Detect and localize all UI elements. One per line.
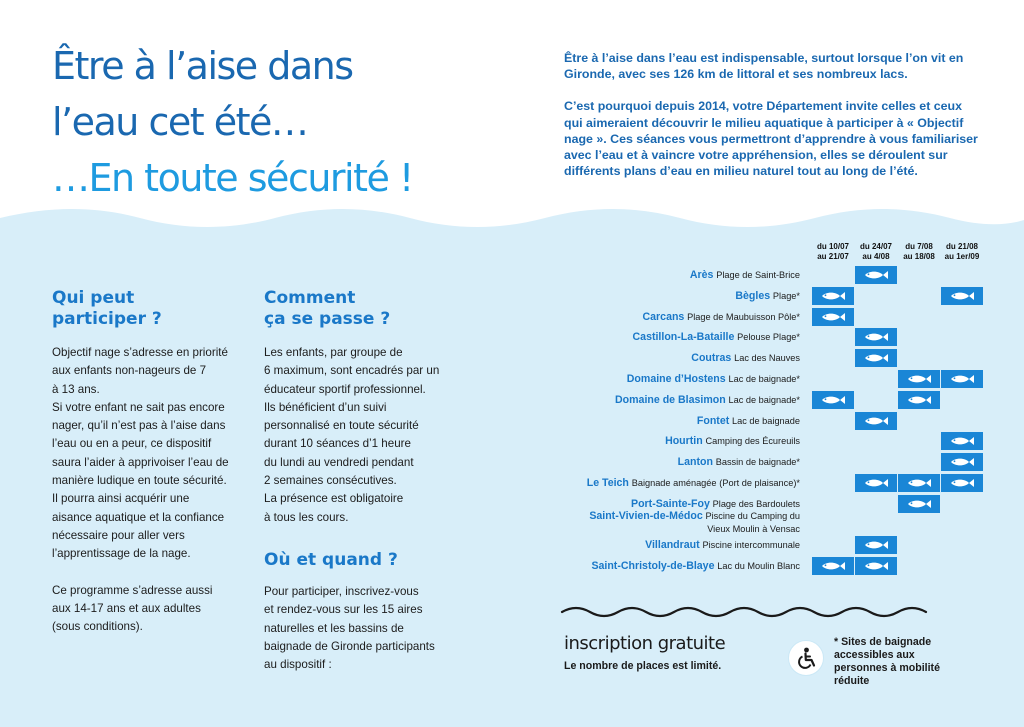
period-header <box>855 242 897 262</box>
fish-icon <box>855 474 897 492</box>
location-name: Port-Sainte-Foy <box>631 497 710 510</box>
site-name: Lac de baignade <box>728 374 797 384</box>
fish-icon <box>812 391 854 409</box>
schedule-row-label <box>697 414 800 429</box>
fish-icon <box>855 328 897 346</box>
schedule-row-label <box>587 476 800 491</box>
site-name: Lac de baignade <box>728 394 797 405</box>
accessibility-footnote: * Sites de baignade accessibles aux personnes à mobilité réduite <box>834 636 940 687</box>
fish-icon <box>812 308 854 326</box>
period-start: du 7/08 <box>905 242 933 251</box>
site-name: Lac de baignade <box>732 415 800 426</box>
site-name: Lac des Nauves <box>734 353 800 364</box>
location-name: Castillon-La-Bataille <box>632 331 735 344</box>
schedule-row-label <box>627 372 800 387</box>
fish-icon <box>898 391 940 409</box>
who-body: Objectif nage s’adresse en priorité aux enfants non-nageurs de 7 à 13 ans. Si votre enfant ne sait pas encore nager, qu’il n’est pas à l’aise dans l’eau ou en a peur, ce dispositif saura l’aider à apprivoiser l’eau de manière ludique en toute sécurité. Il pourra ainsi acquérir une aisance aquatique et la confiance nécessaire pour aller vers l’apprentissage de la nage. <box>52 346 229 561</box>
schedule-row-label <box>591 559 800 574</box>
schedule-row <box>560 287 990 305</box>
period-end: au 1er/09 <box>944 252 980 261</box>
period-start: du 10/07 <box>816 242 849 251</box>
accessibility-marker: * <box>796 374 800 384</box>
schedule-row <box>560 328 990 346</box>
location-name: Lanton <box>677 456 713 469</box>
period-start: du 24/07 <box>859 242 892 251</box>
site-name: Plage des Bardoulets <box>712 498 800 509</box>
intro-paragraph-2: C’est pourquoi depuis 2014, votre Département invite celles et ceux qui aimeraient découvrir le milieu aquatique à participer à « Objectif nage ». Ces séances vous permettront d’apprendre à vous familiariser avec l’eau et à vaincre votre appréhension, elles se déroulent sur différents plans d’eau en milieu naturel tout au long de l’été. <box>564 99 978 179</box>
accessibility-marker: * <box>796 394 800 405</box>
accessibility-marker: * <box>796 332 800 343</box>
site-name: Camping des Écureuils <box>705 436 800 447</box>
where-section <box>264 550 464 674</box>
site-name: Plage <box>772 290 797 301</box>
fish-icon <box>941 287 983 305</box>
accessibility-marker: * <box>796 311 800 322</box>
location-name: Domaine d’Hostens <box>626 373 726 385</box>
schedule-row-label <box>691 351 800 366</box>
site-name: Plage de Saint-Brice <box>716 270 800 280</box>
schedule-row <box>560 412 990 430</box>
schedule-row <box>560 453 990 471</box>
period-start: du 21/08 <box>945 242 978 251</box>
fish-icon <box>941 474 983 492</box>
accessibility-marker: * <box>796 290 800 301</box>
fish-icon <box>855 557 897 575</box>
period-header <box>898 242 940 262</box>
fish-icon <box>855 266 897 284</box>
schedule-row-label <box>615 393 800 408</box>
schedule-row <box>560 557 990 575</box>
location-name: Coutras <box>691 352 732 365</box>
how-section <box>264 288 464 527</box>
location-name: Domaine de Blasimon <box>615 393 726 406</box>
fish-icon <box>941 453 983 471</box>
fish-icon <box>898 495 940 513</box>
location-name: Fontet <box>696 414 730 427</box>
fish-icon <box>941 370 983 388</box>
schedule-row <box>560 474 990 492</box>
page-title <box>52 38 413 206</box>
schedule-row-label <box>678 455 800 470</box>
site-name: Bassin de baignade <box>715 457 797 468</box>
period-header <box>941 242 983 262</box>
where-heading: Où et quand ? <box>264 550 398 570</box>
schedule-row <box>560 308 990 326</box>
intro-paragraph-1: Être à l’aise dans l’eau est indispensable, surtout lorsque l’on vit en Gironde, avec ses 126 km de littoral et ses nombreux lacs. <box>564 51 964 82</box>
site-detail: (Port de plaisance) <box>719 478 797 488</box>
schedule-row <box>560 391 990 409</box>
fish-icon <box>812 287 854 305</box>
schedule-row <box>560 266 990 284</box>
how-body: Les enfants, par groupe de 6 maximum, sont encadrés par un éducateur sportif professionnel. Ils bénéficient d’un suivi personnalisé en toute sécurité durant 10 séances d’1 heure du lundi au vendredi pendant 2 semaines consécutives. La présence est obligatoire à tous les cours. <box>264 346 440 524</box>
schedule-row-label <box>665 434 800 449</box>
fish-icon <box>855 536 897 554</box>
location-name: Le Teich <box>586 477 629 489</box>
site-name: Piscine du Camping du Vieux Moulin à Vensac <box>705 510 800 534</box>
accessibility-marker: * <box>796 478 800 488</box>
schedule-row <box>560 349 990 367</box>
fish-icon <box>855 412 897 430</box>
site-name: Baignade aménagée <box>631 478 717 488</box>
schedule-row-label <box>589 510 800 536</box>
schedule-row <box>560 370 990 388</box>
title-line-2: l’eau cet été… <box>52 100 308 144</box>
site-name: Lac du Moulin Blanc <box>717 561 800 572</box>
schedule-row-label <box>643 310 800 325</box>
schedule-row-label <box>690 268 800 283</box>
site-name: Piscine intercommunale <box>702 540 800 551</box>
fish-icon <box>812 557 854 575</box>
period-header <box>812 242 854 262</box>
where-body: Pour participer, inscrivez-vous et rendez-vous sur les 15 aires naturelles et les bassins de baignade de Gironde participants au dispositif : <box>264 585 435 672</box>
schedule-row-label <box>735 289 800 304</box>
registration-title: inscription gratuite <box>564 633 726 654</box>
schedule-row-label <box>633 330 800 345</box>
location-name: Hourtin <box>665 435 703 448</box>
fish-icon <box>941 432 983 450</box>
site-name: Pelouse Plage <box>737 332 797 343</box>
location-name: Saint-Christoly-de-Blaye <box>591 560 715 573</box>
intro-text <box>564 50 984 195</box>
schedule-row <box>560 536 990 554</box>
who-section <box>52 288 252 636</box>
schedule-row <box>560 432 990 450</box>
how-heading: Comment ça se passe ? <box>264 288 391 329</box>
period-end: au 18/08 <box>903 252 935 261</box>
fish-icon <box>898 370 940 388</box>
who-body-extra: Ce programme s’adresse aussi aux 14-17 ans et aux adultes (sous conditions). <box>52 583 213 634</box>
schedule-row <box>560 509 990 534</box>
location-name: Saint-Vivien-de-Médoc <box>589 509 703 522</box>
location-name: Arès <box>689 269 714 281</box>
period-end: au 21/07 <box>817 252 849 261</box>
fish-icon <box>855 349 897 367</box>
title-line-1: Être à l’aise dans <box>52 44 353 88</box>
who-heading: Qui peut participer ? <box>52 288 162 329</box>
site-name: Plage de Maubuisson Pôle <box>687 311 797 322</box>
location-name: Villandraut <box>645 539 700 552</box>
title-line-3: …En toute sécurité ! <box>52 156 413 200</box>
schedule-table <box>560 240 990 600</box>
period-end: au 4/08 <box>862 252 890 261</box>
location-name: Bègles <box>735 289 771 302</box>
schedule-row-label <box>645 538 800 553</box>
wave-divider <box>560 604 940 620</box>
registration-note: Le nombre de places est limité. <box>564 660 722 672</box>
location-name: Carcans <box>642 310 685 323</box>
wheelchair-icon <box>788 640 824 676</box>
fish-icon <box>898 474 940 492</box>
accessibility-marker: * <box>796 457 800 468</box>
